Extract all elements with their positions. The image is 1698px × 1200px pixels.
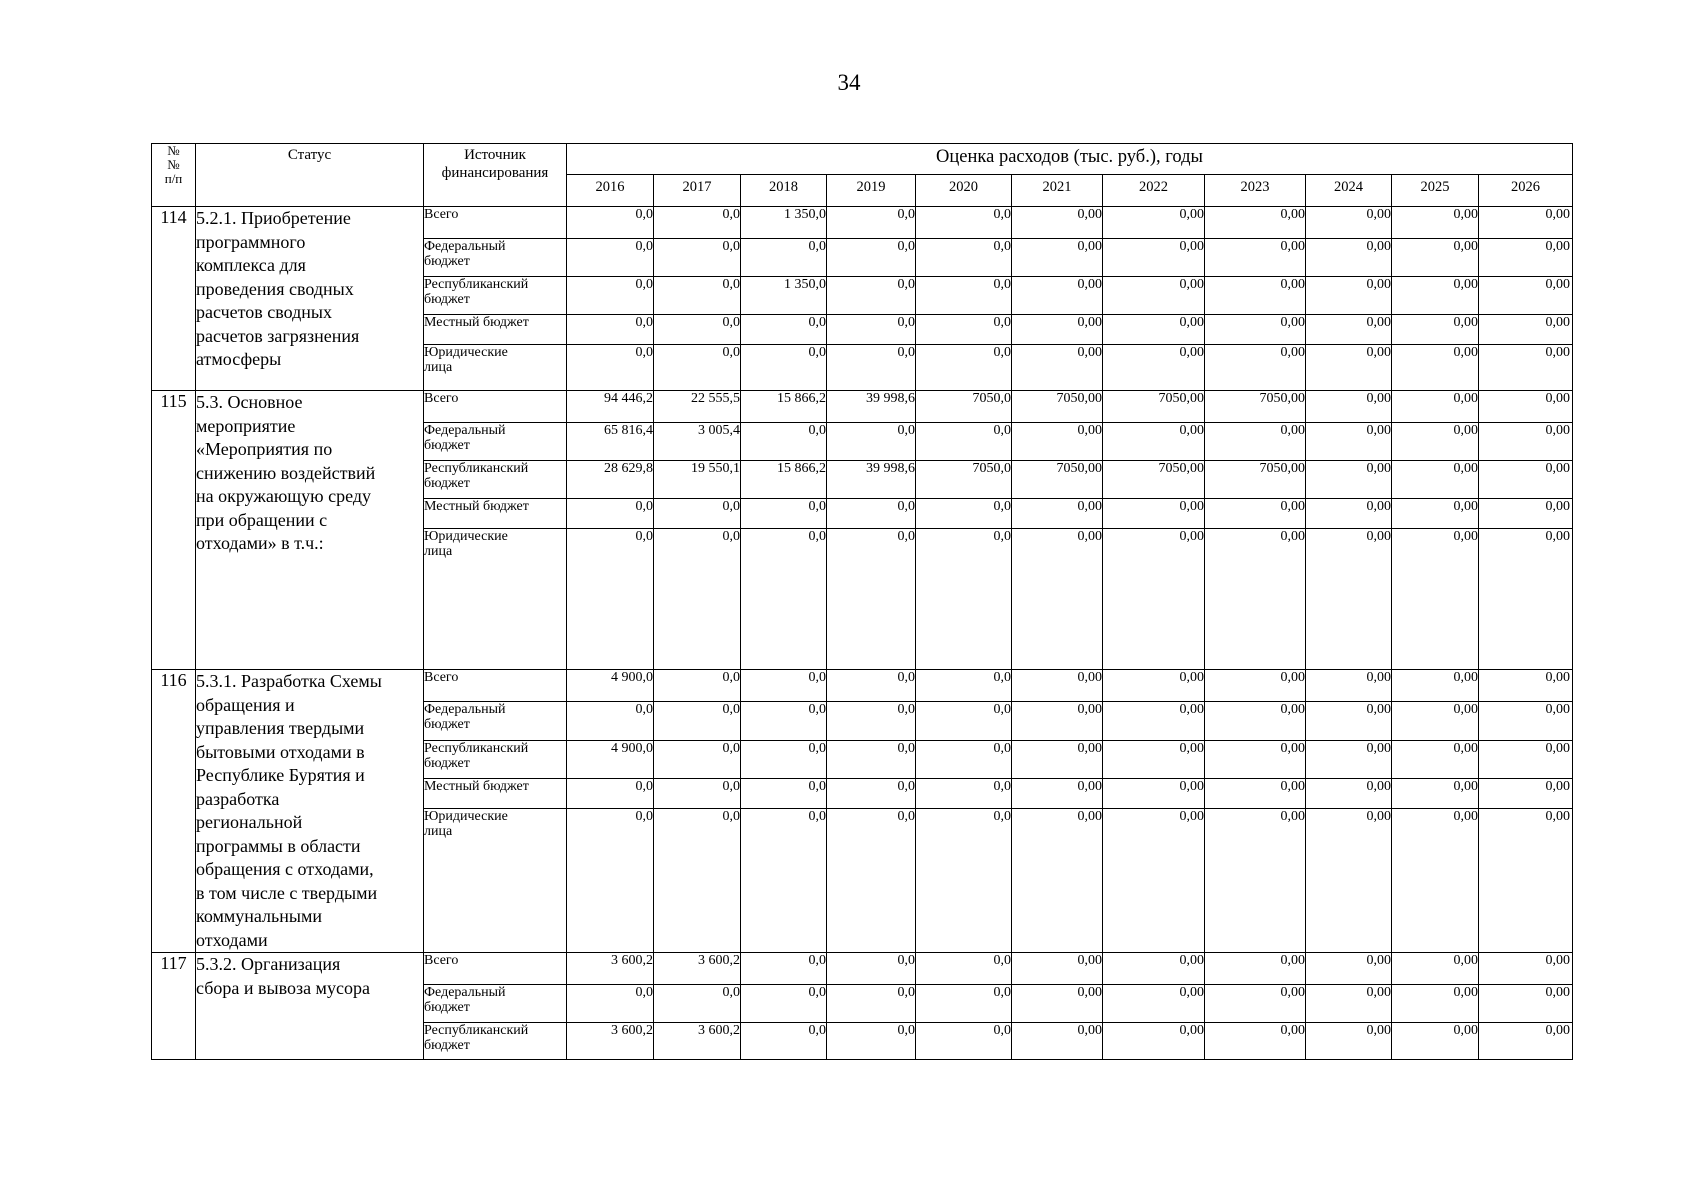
value-cell: 0,00	[1205, 345, 1306, 391]
value-cell: 7050,0	[916, 391, 1012, 423]
value-cell: 0,00	[1392, 207, 1479, 239]
value-cell: 7050,0	[916, 461, 1012, 499]
value-cell: 0,00	[1392, 779, 1479, 809]
value-cell: 0,0	[827, 207, 916, 239]
value-cell: 0,0	[741, 345, 827, 391]
page-number: 34	[837, 70, 861, 95]
value-cell: 0,00	[1103, 529, 1205, 670]
value-cell: 0,0	[916, 207, 1012, 239]
value-cell: 0,00	[1103, 670, 1205, 702]
status-line: на окружающую среду	[196, 486, 371, 506]
value-cell: 0,00	[1392, 277, 1479, 315]
status-line: атмосферы	[196, 349, 282, 369]
header-year: 2018	[741, 175, 827, 207]
value-cell: 0,0	[654, 239, 741, 277]
value-cell: 0,0	[654, 779, 741, 809]
value-cell: 0,0	[916, 702, 1012, 740]
table-row	[152, 207, 1573, 239]
value-cell: 0,0	[567, 702, 654, 740]
value-cell: 0,00	[1392, 809, 1479, 953]
value-cell: 0,0	[741, 499, 827, 529]
table-body	[152, 207, 1573, 1060]
status-line: обращения и	[196, 694, 295, 715]
value-cell: 0,00	[1205, 670, 1306, 702]
value-cell: 0,0	[567, 315, 654, 345]
value-cell: 7050,00	[1103, 461, 1205, 499]
value-cell: 0,0	[827, 985, 916, 1023]
value-cell: 0,00	[1103, 1023, 1205, 1060]
value-cell: 0,0	[567, 239, 654, 277]
funding-source: Местный бюджет	[424, 499, 567, 529]
value-cell: 0,00	[1103, 985, 1205, 1023]
value-cell: 0,00	[1205, 315, 1306, 345]
value-cell: 0,00	[1306, 740, 1392, 778]
value-cell: 0,00	[1392, 670, 1479, 702]
value-cell: 0,00	[1306, 345, 1392, 391]
value-cell: 0,0	[741, 239, 827, 277]
value-cell: 0,00	[1103, 277, 1205, 315]
value-cell: 0,0	[567, 779, 654, 809]
value-cell: 39 998,6	[827, 461, 916, 499]
value-cell: 0,0	[827, 499, 916, 529]
value-cell: 0,0	[916, 239, 1012, 277]
status-line: программного	[196, 231, 306, 252]
value-cell: 0,00	[1306, 423, 1392, 461]
status-line: мероприятие	[196, 415, 296, 436]
value-cell: 0,0	[567, 207, 654, 239]
header-year: 2022	[1103, 175, 1205, 207]
value-cell: 7050,00	[1012, 461, 1103, 499]
row-number: 114	[152, 207, 196, 391]
value-cell: 0,00	[1479, 423, 1573, 461]
header-number: № № п/п	[152, 144, 196, 207]
value-cell: 0,00	[1306, 529, 1392, 670]
value-cell: 0,00	[1103, 499, 1205, 529]
funding-source: Юридические лица	[424, 809, 567, 953]
value-cell: 0,0	[827, 423, 916, 461]
value-cell: 0,0	[916, 529, 1012, 670]
value-cell: 65 816,4	[567, 423, 654, 461]
value-cell: 0,00	[1205, 207, 1306, 239]
row-number: 117	[152, 953, 196, 1060]
funding-source: Федеральный бюджет	[424, 702, 567, 740]
value-cell: 0,00	[1103, 702, 1205, 740]
header-year: 2021	[1012, 175, 1103, 207]
value-cell: 0,00	[1205, 423, 1306, 461]
header-year: 2024	[1306, 175, 1392, 207]
funding-source: Всего	[424, 391, 567, 423]
funding-source: Федеральный бюджет	[424, 423, 567, 461]
value-cell: 7050,00	[1103, 391, 1205, 423]
value-cell: 0,0	[741, 809, 827, 953]
row-status	[196, 391, 424, 670]
value-cell: 0,00	[1392, 740, 1479, 778]
status-line: Республике Бурятия и	[196, 765, 365, 785]
value-cell: 0,0	[827, 809, 916, 953]
value-cell: 39 998,6	[827, 391, 916, 423]
row-status	[196, 207, 424, 391]
expense-table	[151, 143, 1573, 1060]
value-cell: 7050,00	[1012, 391, 1103, 423]
value-cell: 0,0	[654, 529, 741, 670]
value-cell: 0,00	[1392, 239, 1479, 277]
value-cell: 0,0	[741, 315, 827, 345]
header-year: 2017	[654, 175, 741, 207]
funding-source: Республиканский бюджет	[424, 740, 567, 778]
value-cell: 7050,00	[1205, 391, 1306, 423]
funding-source: Юридические лица	[424, 529, 567, 670]
status-line: разработка	[196, 788, 280, 809]
value-cell: 0,0	[741, 423, 827, 461]
funding-source: Юридические лица	[424, 345, 567, 391]
status-line: обращения с отходами,	[196, 859, 374, 879]
value-cell: 0,0	[916, 345, 1012, 391]
value-cell: 0,00	[1012, 315, 1103, 345]
header-expense-title: Оценка расходов (тыс. руб.), годы	[567, 144, 1573, 175]
value-cell: 0,00	[1205, 499, 1306, 529]
value-cell: 0,0	[916, 953, 1012, 985]
value-cell: 0,00	[1479, 499, 1573, 529]
value-cell: 0,00	[1479, 985, 1573, 1023]
value-cell: 0,0	[916, 985, 1012, 1023]
value-cell: 0,00	[1306, 391, 1392, 423]
value-cell: 0,00	[1205, 277, 1306, 315]
status-line: 5.3.2. Организация	[196, 954, 341, 974]
status-line: проведения сводных	[196, 278, 354, 299]
value-cell: 0,00	[1103, 207, 1205, 239]
value-cell: 0,00	[1306, 461, 1392, 499]
funding-source: Местный бюджет	[424, 315, 567, 345]
value-cell: 0,0	[654, 277, 741, 315]
value-cell: 0,00	[1479, 239, 1573, 277]
value-cell: 0,0	[567, 499, 654, 529]
value-cell: 0,00	[1306, 702, 1392, 740]
value-cell: 0,00	[1012, 529, 1103, 670]
value-cell: 0,00	[1103, 740, 1205, 778]
value-cell: 0,0	[827, 239, 916, 277]
status-line: 5.3.1. Разработка Схемы	[196, 671, 382, 691]
funding-source: Всего	[424, 953, 567, 985]
value-cell: 3 600,2	[567, 1023, 654, 1060]
status-line: в том числе с твердыми	[196, 882, 378, 903]
funding-source: Местный бюджет	[424, 779, 567, 809]
funding-source: Всего	[424, 207, 567, 239]
value-cell: 0,00	[1306, 985, 1392, 1023]
value-cell: 0,0	[916, 1023, 1012, 1060]
value-cell: 0,00	[1205, 985, 1306, 1023]
value-cell: 0,00	[1479, 345, 1573, 391]
value-cell: 0,00	[1012, 239, 1103, 277]
header-year: 2023	[1205, 175, 1306, 207]
value-cell: 4 900,0	[567, 670, 654, 702]
table-row	[152, 953, 1573, 985]
value-cell: 3 600,2	[567, 953, 654, 985]
value-cell: 0,00	[1205, 239, 1306, 277]
value-cell: 0,00	[1306, 779, 1392, 809]
value-cell: 0,0	[916, 670, 1012, 702]
value-cell: 0,00	[1479, 461, 1573, 499]
header-year: 2025	[1392, 175, 1479, 207]
value-cell: 0,0	[567, 985, 654, 1023]
value-cell: 0,00	[1205, 529, 1306, 670]
value-cell: 0,00	[1306, 1023, 1392, 1060]
value-cell: 0,00	[1392, 1023, 1479, 1060]
table-row	[152, 391, 1573, 423]
value-cell: 0,0	[827, 953, 916, 985]
value-cell: 0,0	[827, 277, 916, 315]
value-cell: 0,00	[1012, 740, 1103, 778]
status-line: расчетов сводных	[196, 302, 333, 322]
header-year: 2019	[827, 175, 916, 207]
value-cell: 0,0	[827, 345, 916, 391]
value-cell: 0,00	[1479, 207, 1573, 239]
value-cell: 0,0	[741, 740, 827, 778]
value-cell: 1 350,0	[741, 207, 827, 239]
value-cell: 0,00	[1103, 423, 1205, 461]
value-cell: 0,00	[1306, 809, 1392, 953]
value-cell: 0,00	[1392, 315, 1479, 345]
header-source: Источник финансирования	[424, 144, 567, 207]
value-cell: 0,00	[1205, 809, 1306, 953]
value-cell: 0,0	[567, 809, 654, 953]
status-line: региональной	[196, 812, 303, 832]
funding-source: Республиканский бюджет	[424, 1023, 567, 1060]
value-cell: 19 550,1	[654, 461, 741, 499]
value-cell: 0,00	[1012, 702, 1103, 740]
status-line: управления твердыми	[196, 718, 365, 738]
value-cell: 0,00	[1392, 423, 1479, 461]
value-cell: 0,00	[1205, 740, 1306, 778]
value-cell: 0,0	[827, 315, 916, 345]
value-cell: 7050,00	[1205, 461, 1306, 499]
value-cell: 0,0	[827, 670, 916, 702]
value-cell: 0,0	[654, 345, 741, 391]
value-cell: 0,00	[1012, 985, 1103, 1023]
value-cell: 0,0	[916, 499, 1012, 529]
funding-source: Всего	[424, 670, 567, 702]
value-cell: 0,00	[1306, 499, 1392, 529]
funding-source: Федеральный бюджет	[424, 239, 567, 277]
status-line: при обращении с	[196, 509, 328, 530]
value-cell: 0,00	[1392, 953, 1479, 985]
status-line: сбора и вывоза мусора	[196, 977, 370, 998]
value-cell: 0,00	[1479, 277, 1573, 315]
header-year: 2026	[1479, 175, 1573, 207]
value-cell: 0,00	[1103, 809, 1205, 953]
value-cell: 0,00	[1306, 315, 1392, 345]
value-cell: 1 350,0	[741, 277, 827, 315]
value-cell: 0,00	[1103, 315, 1205, 345]
value-cell: 0,00	[1012, 809, 1103, 953]
value-cell: 0,0	[916, 277, 1012, 315]
row-status	[196, 953, 424, 1060]
value-cell: 0,00	[1392, 702, 1479, 740]
value-cell: 0,0	[916, 315, 1012, 345]
value-cell: 0,00	[1103, 345, 1205, 391]
row-number: 116	[152, 670, 196, 953]
status-line: отходами	[196, 929, 268, 950]
value-cell: 0,00	[1479, 670, 1573, 702]
value-cell: 3 005,4	[654, 423, 741, 461]
status-line: комплекса для	[196, 255, 306, 275]
value-cell: 0,0	[916, 423, 1012, 461]
value-cell: 0,00	[1012, 207, 1103, 239]
value-cell: 28 629,8	[567, 461, 654, 499]
value-cell: 0,0	[916, 809, 1012, 953]
value-cell: 0,00	[1306, 207, 1392, 239]
value-cell: 0,0	[567, 277, 654, 315]
value-cell: 0,00	[1392, 529, 1479, 670]
value-cell: 3 600,2	[654, 953, 741, 985]
value-cell: 0,0	[916, 779, 1012, 809]
value-cell: 0,0	[827, 779, 916, 809]
value-cell: 0,00	[1479, 809, 1573, 953]
value-cell: 0,0	[654, 499, 741, 529]
value-cell: 0,0	[654, 809, 741, 953]
value-cell: 0,00	[1306, 277, 1392, 315]
value-cell: 0,00	[1306, 239, 1392, 277]
value-cell: 4 900,0	[567, 740, 654, 778]
value-cell: 0,0	[741, 779, 827, 809]
value-cell: 0,0	[654, 207, 741, 239]
row-status	[196, 670, 424, 953]
value-cell: 0,0	[741, 670, 827, 702]
value-cell: 0,0	[741, 529, 827, 670]
value-cell: 0,00	[1012, 499, 1103, 529]
value-cell: 0,0	[654, 985, 741, 1023]
value-cell: 0,00	[1306, 953, 1392, 985]
value-cell: 0,00	[1392, 391, 1479, 423]
status-line: 5.2.1. Приобретение	[196, 208, 351, 228]
value-cell: 0,0	[827, 702, 916, 740]
value-cell: 0,00	[1205, 1023, 1306, 1060]
value-cell: 15 866,2	[741, 391, 827, 423]
status-line: отходами» в т.ч.:	[196, 533, 324, 553]
value-cell: 0,0	[827, 1023, 916, 1060]
value-cell: 0,00	[1479, 529, 1573, 670]
status-line: «Мероприятия по	[196, 439, 333, 459]
value-cell: 0,00	[1479, 740, 1573, 778]
value-cell: 0,0	[827, 740, 916, 778]
value-cell: 0,00	[1479, 953, 1573, 985]
value-cell: 0,0	[654, 315, 741, 345]
value-cell: 0,00	[1012, 953, 1103, 985]
value-cell: 0,00	[1392, 985, 1479, 1023]
value-cell: 0,0	[741, 1023, 827, 1060]
row-number: 115	[152, 391, 196, 670]
status-line: бытовыми отходами в	[196, 741, 365, 762]
header-year: 2020	[916, 175, 1012, 207]
value-cell: 0,00	[1012, 345, 1103, 391]
header-status: Статус	[196, 144, 424, 207]
status-line: снижению воздействий	[196, 462, 376, 483]
value-cell: 94 446,2	[567, 391, 654, 423]
value-cell: 0,00	[1103, 779, 1205, 809]
value-cell: 0,00	[1012, 779, 1103, 809]
value-cell: 0,00	[1103, 953, 1205, 985]
value-cell: 0,00	[1103, 239, 1205, 277]
value-cell: 0,00	[1012, 423, 1103, 461]
value-cell: 3 600,2	[654, 1023, 741, 1060]
value-cell: 0,00	[1479, 779, 1573, 809]
value-cell: 0,00	[1306, 670, 1392, 702]
value-cell: 22 555,5	[654, 391, 741, 423]
funding-source: Республиканский бюджет	[424, 461, 567, 499]
table-row	[152, 670, 1573, 702]
value-cell: 0,0	[741, 985, 827, 1023]
value-cell: 0,00	[1012, 670, 1103, 702]
value-cell: 0,0	[654, 670, 741, 702]
value-cell: 0,0	[741, 702, 827, 740]
value-cell: 0,00	[1205, 702, 1306, 740]
value-cell: 0,0	[827, 529, 916, 670]
value-cell: 0,0	[567, 529, 654, 670]
value-cell: 0,00	[1392, 499, 1479, 529]
value-cell: 0,0	[654, 740, 741, 778]
value-cell: 0,0	[654, 702, 741, 740]
value-cell: 0,00	[1205, 779, 1306, 809]
value-cell: 0,00	[1012, 277, 1103, 315]
funding-source: Федеральный бюджет	[424, 985, 567, 1023]
value-cell: 0,00	[1479, 315, 1573, 345]
value-cell: 0,00	[1479, 391, 1573, 423]
value-cell: 0,00	[1205, 953, 1306, 985]
value-cell: 0,0	[916, 740, 1012, 778]
header-year: 2016	[567, 175, 654, 207]
status-line: расчетов загрязнения	[196, 325, 360, 346]
value-cell: 15 866,2	[741, 461, 827, 499]
value-cell: 0,00	[1392, 461, 1479, 499]
value-cell: 0,0	[741, 953, 827, 985]
funding-source: Республиканский бюджет	[424, 277, 567, 315]
status-line: 5.3. Основное	[196, 392, 303, 412]
value-cell: 0,00	[1392, 345, 1479, 391]
value-cell: 0,00	[1479, 1023, 1573, 1060]
value-cell: 0,0	[567, 345, 654, 391]
value-cell: 0,00	[1012, 1023, 1103, 1060]
status-line: программы в области	[196, 835, 361, 856]
status-line: коммунальными	[196, 906, 322, 926]
value-cell: 0,00	[1479, 702, 1573, 740]
